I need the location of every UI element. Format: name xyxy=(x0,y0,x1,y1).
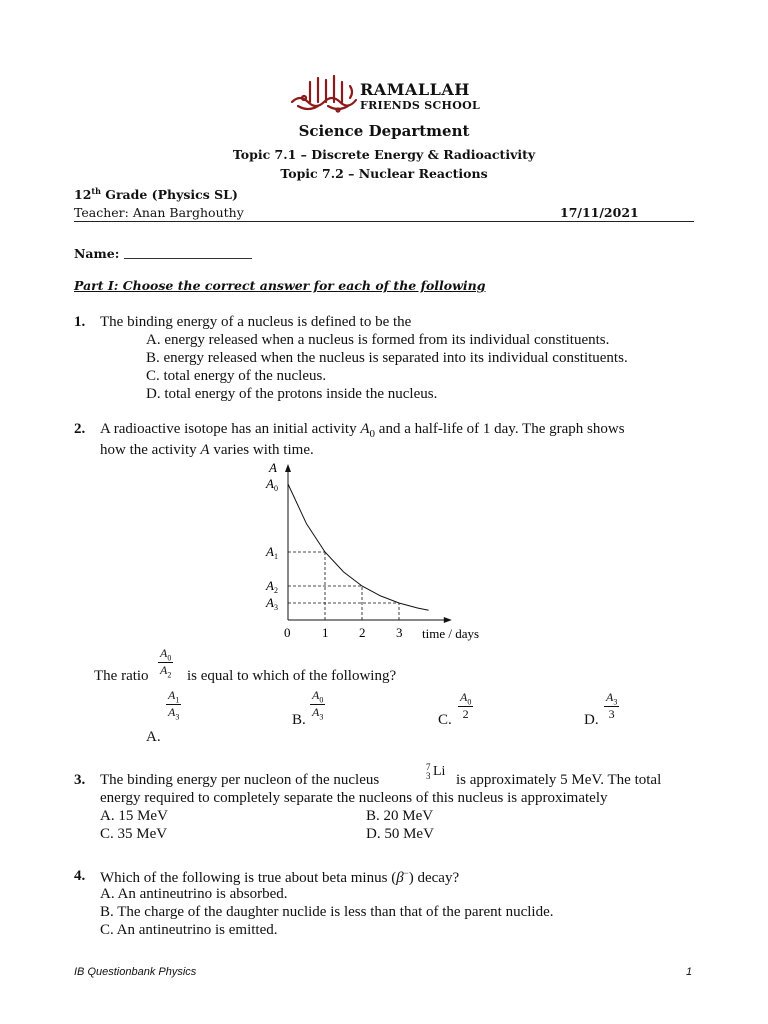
question-3-option-a: A. 15 MeV xyxy=(100,808,168,824)
question-3-option-c: C. 35 MeV xyxy=(100,826,168,842)
question-4-stem: Which of the following is true about beta minus (β−) decay? xyxy=(100,868,460,886)
name-blank-line xyxy=(124,258,252,259)
footer-source: IB Questionbank Physics xyxy=(74,966,197,978)
ratio-fraction: $\frac{A_0}{A_2}$ xyxy=(160,646,172,680)
department-title: Science Department xyxy=(298,122,470,140)
question-3-stem-a: The binding energy per nucleon of the nucleus xyxy=(100,772,380,788)
question-4-number: 4. xyxy=(74,868,86,884)
option-d-fraction: $\frac{A_3}{3}$ xyxy=(606,690,618,722)
date-label: 17/11/2021 xyxy=(560,205,639,220)
question-1-option-d: D. total energy of the protons inside the nucleus. xyxy=(146,386,438,402)
option-c-fraction: $\frac{A_0}{2}$ xyxy=(460,690,472,722)
question-1-option-a: A. energy released when a nucleus is formed from its individual constituents. xyxy=(146,332,610,348)
question-2-stem-line2: how the activity A varies with time. xyxy=(100,442,314,458)
footer-page-number: 1 xyxy=(686,966,693,978)
option-a-label: A. xyxy=(146,729,161,745)
question-4-option-a: A. An antineutrino is absorbed. xyxy=(100,886,288,902)
lithium-nuclide: 7 3 Li xyxy=(426,762,446,781)
y-label-a2: $A_2$ xyxy=(266,578,278,595)
question-3-option-b: B. 20 MeV xyxy=(366,808,434,824)
ratio-prefix: The ratio xyxy=(94,668,149,684)
question-4-option-c: C. An antineutrino is emitted. xyxy=(100,922,278,938)
x-tick-label: 0 xyxy=(284,625,291,640)
option-c-label: C. xyxy=(438,712,452,728)
grade-label: 12th Grade (Physics SL) xyxy=(74,186,238,203)
activity-decay-chart xyxy=(255,458,515,644)
y-label-a0: $A_0$ xyxy=(266,476,278,493)
part1-heading: Part I: Choose the correct answer for each of the following xyxy=(74,278,486,293)
x-axis-arrow-icon xyxy=(444,617,452,623)
calligraphy-logo-icon xyxy=(288,72,360,116)
question-1-stem: The binding energy of a nucleus is defined to be the xyxy=(100,314,412,330)
x-tick-label: 1 xyxy=(322,625,329,640)
y-label-a1: $A_1$ xyxy=(266,544,278,561)
topic-2: Topic 7.2 – Nuclear Reactions xyxy=(280,166,488,181)
option-a-fraction: $\frac{A_1}{A_3}$ xyxy=(168,688,180,722)
y-axis-label: A xyxy=(269,460,277,475)
option-b-label: B. xyxy=(292,712,306,728)
x-tick-label: 3 xyxy=(396,625,403,640)
header-divider xyxy=(74,221,694,222)
question-2-number: 2. xyxy=(74,421,86,437)
question-1-option-b: B. energy released when the nucleus is separated into its individual constituents. xyxy=(146,350,628,366)
question-3-stem-b: is approximately 5 MeV. The total xyxy=(456,772,662,788)
x-axis-label: time / days xyxy=(422,626,480,641)
school-name-line1: RAMALLAH xyxy=(360,80,470,99)
option-d-label: D. xyxy=(584,712,599,728)
question-3-number: 3. xyxy=(74,772,86,788)
y-label-a3: $A_3$ xyxy=(266,595,278,612)
option-b-fraction: $\frac{A_0}{A_3}$ xyxy=(312,688,324,722)
teacher-label: Teacher: Anan Barghouthy xyxy=(74,205,244,220)
decay-curve xyxy=(288,484,429,610)
question-2-stem-line1: A radioactive isotope has an initial activity $A_0$ and a half-life of 1 day. The graph shows xyxy=(100,421,625,440)
question-1-number: 1. xyxy=(74,314,86,330)
topic-1: Topic 7.1 – Discrete Energy & Radioactivity xyxy=(232,147,536,162)
question-1-option-c: C. total energy of the nucleus. xyxy=(146,368,327,384)
question-4-option-b: B. The charge of the daughter nuclide is less than that of the parent nuclide. xyxy=(100,904,554,920)
name-label: Name: xyxy=(74,246,120,261)
y-axis-arrow-icon xyxy=(285,464,291,472)
x-tick-label: 2 xyxy=(359,625,366,640)
question-3-stem-line2: energy required to completely separate the nucleons of this nucleus is approximately xyxy=(100,790,608,806)
school-name-line2: FRIENDS SCHOOL xyxy=(360,99,481,112)
ratio-suffix: is equal to which of the following? xyxy=(187,668,397,684)
question-3-option-d: D. 50 MeV xyxy=(366,826,434,842)
